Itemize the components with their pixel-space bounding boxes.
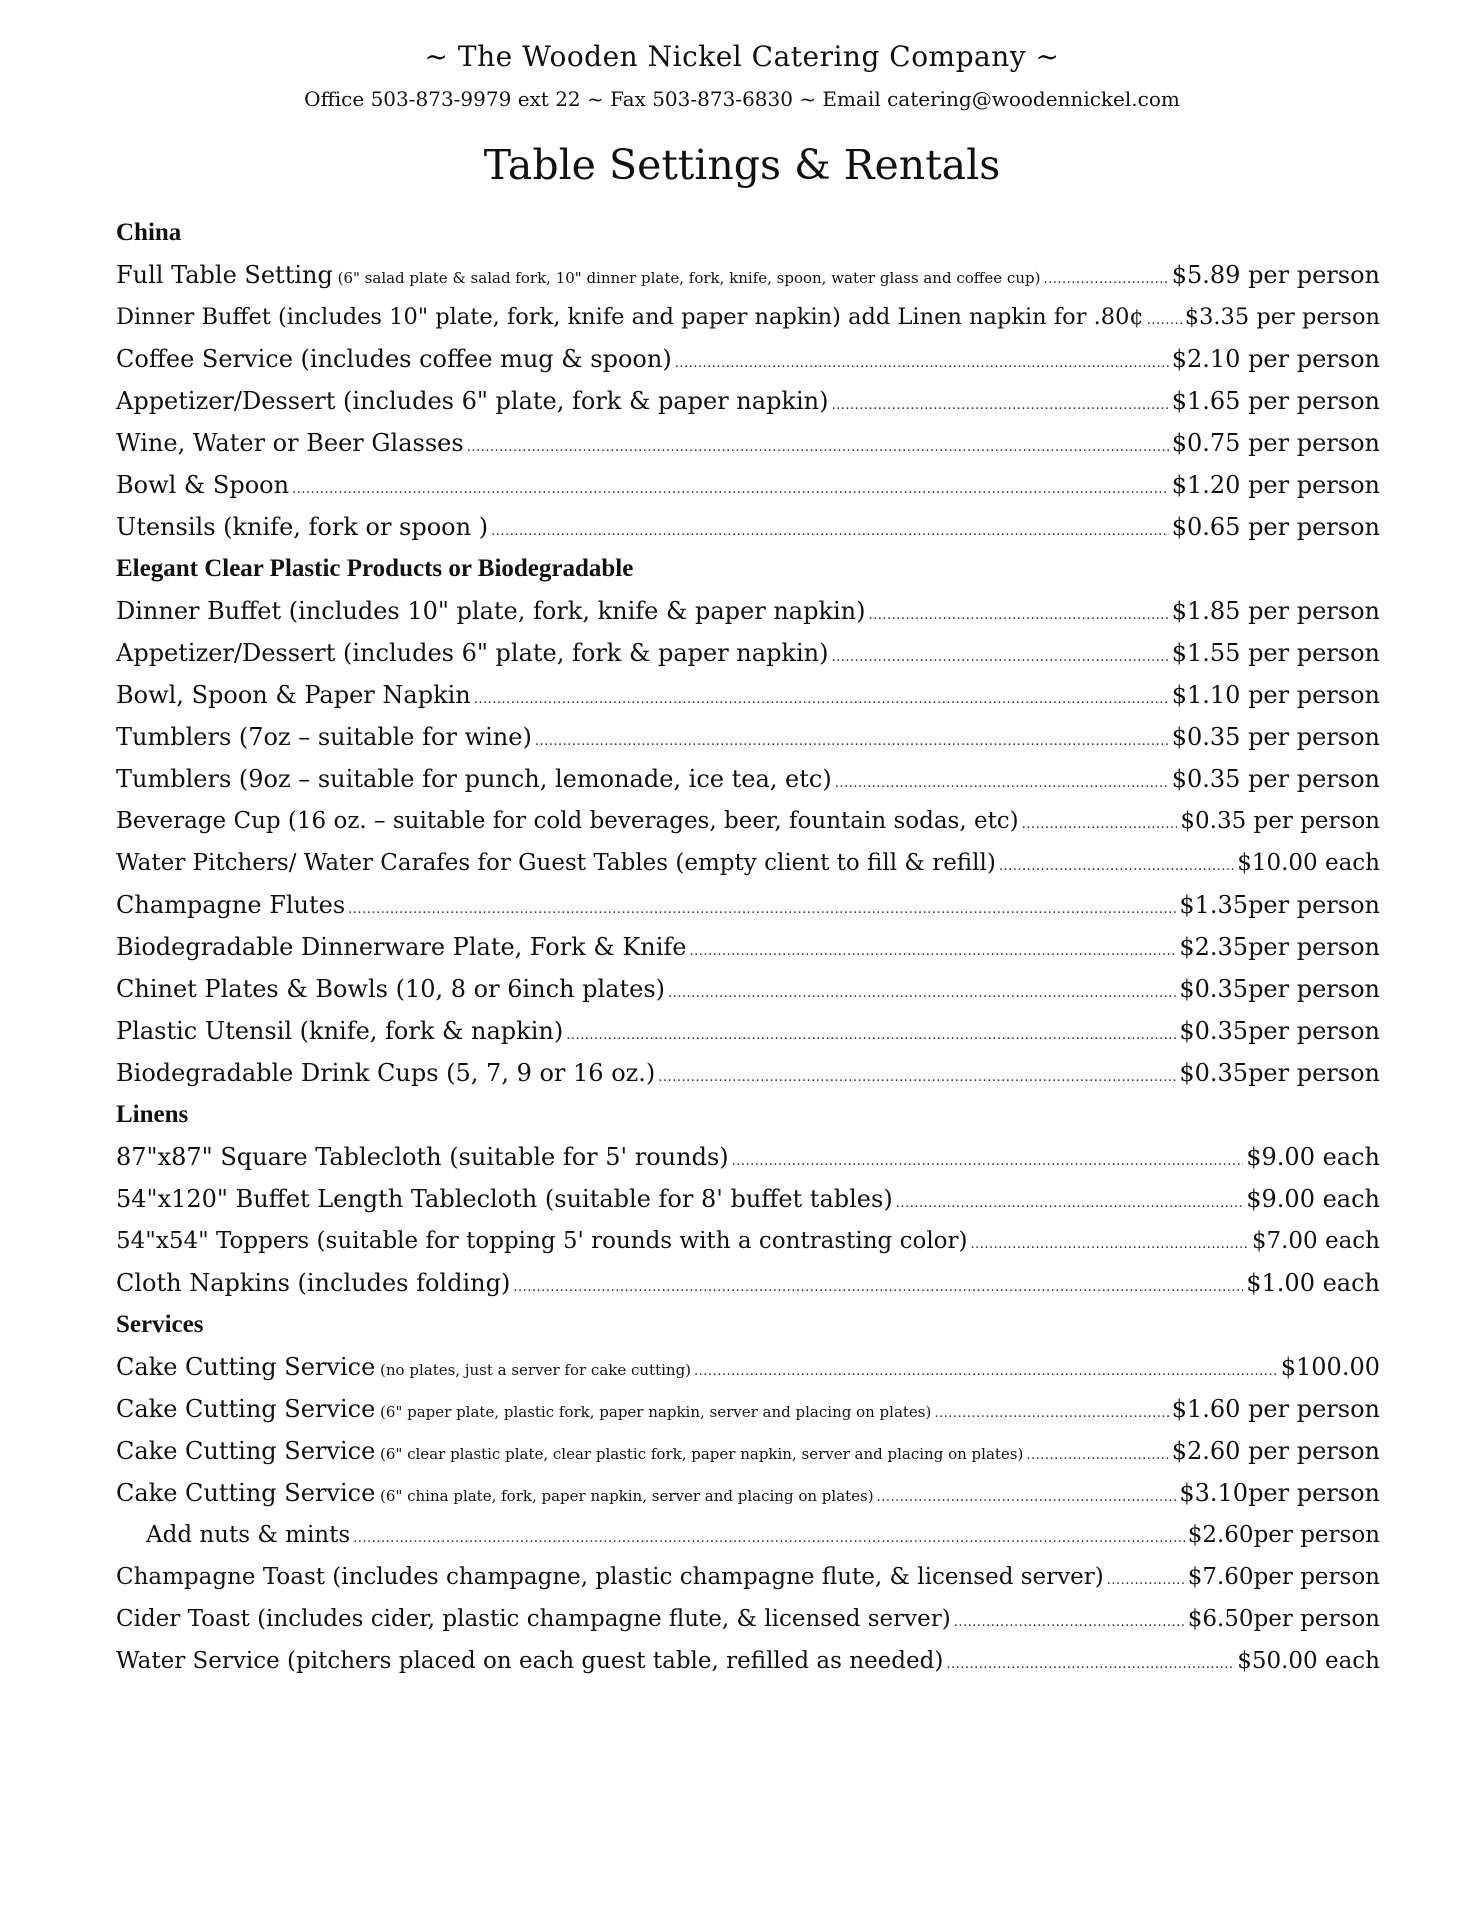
dot-leader: [535, 721, 1169, 763]
dot-leader: [971, 1224, 1249, 1266]
dot-leader: [934, 1393, 1168, 1435]
item-price: $2.60 per person: [1171, 1437, 1380, 1465]
list-item: [116, 758, 1380, 800]
list-item: [116, 590, 1380, 632]
item-price: $1.65 per person: [1171, 387, 1380, 415]
dot-leader: [946, 1644, 1234, 1686]
item-name: Plastic Utensil (knife, fork & napkin): [116, 1017, 564, 1045]
item-label: [146, 1514, 350, 1556]
dot-leader: [467, 427, 1169, 469]
item-name: Chinet Plates & Bowls (10, 8 or 6inch plates): [116, 975, 666, 1003]
item-note: (no plates, just a server for cake cutting): [375, 1361, 692, 1379]
item-note: (6" china plate, fork, paper napkin, server and placing on plates): [375, 1487, 874, 1505]
item-label: [116, 254, 1040, 299]
item-price: $7.60per person: [1187, 1564, 1380, 1590]
list-item: [116, 1388, 1380, 1430]
list-item: [116, 632, 1380, 674]
list-item: [116, 1556, 1380, 1598]
price-list: [116, 212, 1380, 1682]
item-label: [116, 1010, 563, 1052]
list-item: [116, 1262, 1380, 1304]
item-label: [116, 800, 1019, 842]
item-name: Cider Toast (includes cider, plastic champagne flute, & licensed server): [116, 1606, 951, 1632]
item-note: (6" salad plate & salad fork, 10" dinner plate, fork, knife, spoon, water glass and coffee cup): [332, 269, 1041, 287]
list-item: [116, 422, 1380, 464]
item-name: Biodegradable Drink Cups (5, 7, 9 or 16 oz.): [116, 1059, 656, 1087]
item-name: Dinner Buffet (includes 10" plate, fork, knife & paper napkin): [116, 597, 866, 625]
dot-leader: [877, 1477, 1177, 1519]
item-label: [116, 842, 996, 884]
dot-leader: [658, 1057, 1176, 1099]
item-name: 54"x54" Toppers (suitable for topping 5' rounds with a contrasting color): [116, 1228, 968, 1254]
item-name: 87"x87" Square Tablecloth (suitable for 5' rounds): [116, 1143, 729, 1171]
item-label: [116, 716, 532, 758]
item-name: Water Pitchers/ Water Carafes for Guest Tables (empty client to fill & refill): [116, 850, 996, 876]
item-price: $6.50per person: [1187, 1606, 1380, 1632]
dot-leader: [668, 973, 1176, 1015]
item-name: Coffee Service (includes coffee mug & spoon): [116, 345, 672, 373]
item-label: [116, 1640, 943, 1682]
item-label: [116, 1178, 893, 1220]
item-label: [116, 338, 672, 380]
dot-leader: [566, 1015, 1176, 1057]
dot-leader: [690, 931, 1177, 973]
item-name: Beverage Cup (16 oz. – suitable for cold beverages, beer, fountain sodas, etc): [116, 808, 1019, 834]
list-item: [116, 926, 1380, 968]
dot-leader: [732, 1141, 1244, 1183]
dot-leader: [353, 1518, 1185, 1560]
list-item: [116, 674, 1380, 716]
item-name: Champagne Toast (includes champagne, plastic champagne flute, & licensed server): [116, 1564, 1104, 1590]
list-item: [116, 1346, 1380, 1388]
item-price: $5.89 per person: [1171, 261, 1380, 289]
item-label: [116, 674, 471, 716]
item-price: $1.20 per person: [1171, 471, 1380, 499]
item-name: Dinner Buffet (includes 10" plate, fork, knife and paper napkin) add Linen napkin for .80¢: [116, 304, 1144, 330]
list-item: [116, 1514, 1380, 1556]
list-item: [116, 380, 1380, 422]
dot-leader: [348, 889, 1176, 931]
item-label: [116, 884, 345, 926]
dot-leader: [869, 595, 1169, 637]
item-note: (6" paper plate, plastic fork, paper napkin, server and placing on plates): [375, 1403, 932, 1421]
item-label: [116, 1430, 1023, 1475]
list-item: [116, 1052, 1380, 1094]
item-name: Cake Cutting Service: [116, 1437, 376, 1465]
item-price: $1.55 per person: [1171, 639, 1380, 667]
page-title: Table Settings & Rentals: [483, 141, 1001, 189]
list-item: [116, 1640, 1380, 1682]
dot-leader: [292, 469, 1169, 511]
item-price: $7.00 each: [1251, 1228, 1380, 1254]
item-price: $0.35 per person: [1171, 765, 1380, 793]
item-price: $9.00 each: [1246, 1143, 1380, 1171]
item-label: [116, 632, 828, 674]
item-name: Cake Cutting Service: [116, 1479, 376, 1507]
dot-leader: [491, 511, 1169, 553]
item-name: Appetizer/Dessert (includes 6" plate, fork & paper napkin): [116, 639, 829, 667]
item-name: Full Table Setting: [116, 261, 333, 289]
item-price: $0.35 per person: [1171, 723, 1380, 751]
item-label: [116, 926, 687, 968]
list-item: [116, 254, 1380, 296]
dot-leader: [1026, 1435, 1168, 1477]
list-item: [116, 842, 1380, 884]
item-name: 54"x120" Buffet Length Tablecloth (suitable for 8' buffet tables): [116, 1185, 893, 1213]
item-name: Bowl, Spoon & Paper Napkin: [116, 681, 471, 709]
dot-leader: [1147, 300, 1182, 342]
contact-info: Office 503-873-9979 ext 22 ~ Fax 503-873-6830 ~ Email catering@woodennickel.com: [304, 87, 1180, 111]
section-title: Elegant Clear Plastic Products or Biodegradable: [116, 555, 634, 582]
dot-leader: [675, 343, 1169, 385]
item-label: [116, 1388, 931, 1433]
item-price: $0.75 per person: [1171, 429, 1380, 457]
item-label: [116, 422, 464, 464]
dot-leader: [831, 385, 1168, 427]
list-item: [116, 1598, 1380, 1640]
dot-leader: [831, 637, 1168, 679]
section-title: Services: [116, 1311, 204, 1338]
item-name: Add nuts & mints: [146, 1522, 351, 1548]
item-name: Cake Cutting Service: [116, 1395, 376, 1423]
item-price: $2.35per person: [1179, 933, 1380, 961]
list-item: [116, 506, 1380, 548]
dot-leader: [1107, 1560, 1185, 1602]
item-price: $50.00 each: [1237, 1648, 1380, 1674]
item-name: Cake Cutting Service: [116, 1353, 376, 1381]
dot-leader: [694, 1351, 1278, 1393]
item-label: [116, 1220, 968, 1262]
item-price: $1.60 per person: [1171, 1395, 1380, 1423]
dot-leader: [513, 1267, 1243, 1309]
list-item: [116, 1136, 1380, 1178]
item-label: [116, 506, 488, 548]
list-item: [116, 968, 1380, 1010]
item-note: (6" clear plastic plate, clear plastic fork, paper napkin, server and placing on plates): [375, 1445, 1024, 1463]
item-name: Utensils (knife, fork or spoon ): [116, 513, 489, 541]
item-label: [116, 1472, 874, 1517]
item-price: $1.35per person: [1179, 891, 1380, 919]
item-label: [116, 1052, 655, 1094]
item-label: [116, 380, 828, 422]
item-price: $0.65 per person: [1171, 513, 1380, 541]
item-price: $0.35per person: [1179, 1059, 1380, 1087]
item-name: Cloth Napkins (includes folding): [116, 1269, 511, 1297]
list-item: [116, 1178, 1380, 1220]
item-name: Wine, Water or Beer Glasses: [116, 429, 464, 457]
item-price: $3.10per person: [1179, 1479, 1380, 1507]
list-item: [116, 1220, 1380, 1262]
item-label: [116, 1262, 510, 1304]
dot-leader: [1043, 259, 1168, 301]
item-price: $1.00 each: [1246, 1269, 1380, 1297]
dot-leader: [999, 846, 1234, 888]
dot-leader: [1022, 804, 1178, 846]
item-label: [116, 1598, 951, 1640]
list-item: [116, 338, 1380, 380]
section-title: Linens: [116, 1101, 189, 1128]
item-price: $2.60per person: [1187, 1522, 1380, 1548]
item-label: [116, 758, 832, 800]
item-label: [116, 1556, 1104, 1598]
list-item: [116, 1010, 1380, 1052]
item-price: $1.10 per person: [1171, 681, 1380, 709]
item-name: Biodegradable Dinnerware Plate, Fork & Knife: [116, 933, 687, 961]
item-label: [116, 968, 665, 1010]
item-label: [116, 1136, 729, 1178]
dot-leader: [835, 763, 1169, 805]
section-title: China: [116, 219, 182, 246]
item-name: Water Service (pitchers placed on each guest table, refilled as needed): [116, 1648, 944, 1674]
list-item: [116, 800, 1380, 842]
company-name: ~ The Wooden Nickel Catering Company ~: [424, 40, 1060, 73]
dot-leader: [474, 679, 1169, 721]
item-price: $2.10 per person: [1171, 345, 1380, 373]
list-item: [116, 1430, 1380, 1472]
item-name: Appetizer/Dessert (includes 6" plate, fork & paper napkin): [116, 387, 829, 415]
item-label: [116, 296, 1144, 338]
item-price: $0.35 per person: [1180, 808, 1380, 834]
item-price: $10.00 each: [1237, 850, 1380, 876]
item-label: [116, 1346, 691, 1391]
item-price: $100.00: [1280, 1353, 1380, 1381]
item-price: $0.35per person: [1179, 1017, 1380, 1045]
dot-leader: [954, 1602, 1185, 1644]
item-price: $9.00 each: [1246, 1185, 1380, 1213]
list-item: [116, 296, 1380, 338]
list-item: [116, 464, 1380, 506]
item-label: [116, 590, 866, 632]
item-label: [116, 464, 289, 506]
item-name: Tumblers (7oz – suitable for wine): [116, 723, 532, 751]
item-price: $1.85 per person: [1171, 597, 1380, 625]
item-name: Bowl & Spoon: [116, 471, 290, 499]
list-item: [116, 716, 1380, 758]
list-item: [116, 884, 1380, 926]
item-name: Champagne Flutes: [116, 891, 346, 919]
item-price: $0.35per person: [1179, 975, 1380, 1003]
list-item: [116, 1472, 1380, 1514]
item-price: $3.35 per person: [1184, 304, 1380, 330]
item-name: Tumblers (9oz – suitable for punch, lemonade, ice tea, etc): [116, 765, 832, 793]
dot-leader: [896, 1183, 1244, 1225]
